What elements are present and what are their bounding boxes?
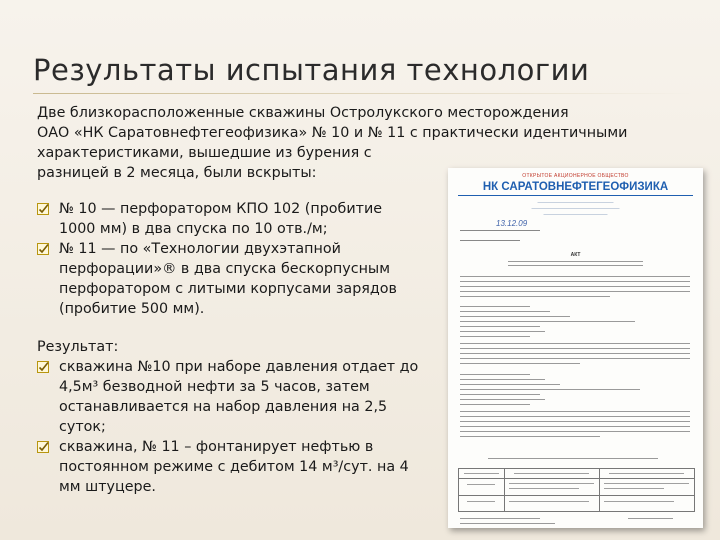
doc-signature-line	[628, 518, 673, 519]
bullet-line: 4,5м³ безводной нефти за 5 часов, затем	[59, 379, 370, 395]
doc-text-line	[460, 399, 545, 400]
doc-text-line	[460, 426, 690, 427]
bullet-result-well-10	[37, 357, 447, 437]
bullet-well-10	[37, 199, 447, 239]
doc-text-line	[460, 326, 540, 327]
doc-header-rule	[458, 195, 693, 196]
doc-text-line	[460, 348, 690, 349]
doc-text-line	[460, 374, 530, 375]
title-underline	[33, 93, 693, 94]
doc-text-line	[460, 311, 550, 312]
intro-line: разницей в 2 месяца, были вскрыты:	[37, 165, 317, 181]
doc-text-line	[460, 384, 560, 385]
doc-text-line	[460, 379, 545, 380]
doc-text-line	[460, 416, 690, 417]
intro-line: Две близкорасположенные скважины Остролукского месторождения	[37, 105, 569, 121]
checkbox-bullet-icon	[37, 243, 49, 255]
method-bullets	[37, 199, 447, 319]
doc-text-line	[460, 336, 530, 337]
doc-signature-line	[460, 518, 540, 519]
doc-text-line	[460, 291, 690, 292]
bullet-line: 1000 мм) в два спуска по 10 отв./м;	[59, 221, 328, 237]
doc-company-name: НК САРАТОВНЕФТЕГЕОФИЗИКА	[482, 181, 669, 193]
doc-text-line	[460, 316, 570, 317]
doc-text-line	[460, 286, 690, 287]
doc-org-line: ОТКРЫТОЕ АКЦИОНЕРНОЕ ОБЩЕСТВО	[522, 173, 629, 179]
doc-text-line	[508, 265, 643, 266]
doc-text-line	[460, 389, 640, 390]
doc-text-line	[460, 321, 635, 322]
bullet-line: постоянном режиме с дебитом 14 м³/сут. на 4	[59, 459, 409, 475]
doc-text-line	[460, 431, 690, 432]
slide-title: Результаты испытания технологии	[33, 53, 590, 87]
bullet-result-well-11	[37, 437, 447, 497]
doc-text-line	[460, 331, 545, 332]
doc-text-line	[460, 296, 610, 297]
bullet-line: перфорации»® в два спуска бескорпусным	[59, 261, 391, 277]
checkbox-bullet-icon	[37, 441, 49, 453]
intro-line: ОАО «НК Саратовнефтегеофизика» № 10 и № 11 с практически идентичными	[37, 125, 628, 141]
bullet-line: № 10 — перфоратором КПО 102 (пробитие	[59, 201, 383, 217]
doc-text-line	[460, 404, 530, 405]
doc-text-line	[508, 261, 643, 262]
checkbox-bullet-icon	[37, 203, 49, 215]
bullet-line: № 11 — по «Технологии двухэтапной	[59, 241, 341, 257]
doc-text-line	[460, 281, 690, 282]
doc-address-line: ————————————————	[543, 211, 608, 216]
doc-text-line	[460, 394, 540, 395]
doc-text-line	[460, 436, 600, 437]
doc-signature-line	[460, 523, 555, 524]
doc-address-line: ——————————————————————	[531, 205, 620, 210]
doc-text-line	[460, 343, 690, 344]
doc-text-line	[460, 276, 690, 277]
bullet-line: останавливается на набор давления на 2,5	[59, 399, 388, 415]
bullet-line: скважина, № 11 – фонтанирует нефтью в	[59, 439, 374, 455]
bullet-line: скважина №10 при наборе давления отдает до	[59, 359, 419, 375]
doc-text-line	[460, 411, 690, 412]
doc-ref-line	[460, 230, 540, 231]
bullet-line: мм штуцере.	[59, 479, 156, 495]
doc-text-line	[460, 363, 580, 364]
doc-act-heading: АКТ	[570, 252, 581, 258]
doc-text-line	[488, 458, 658, 459]
bullet-line: (пробитие 500 мм).	[59, 301, 205, 317]
checkbox-bullet-icon	[37, 361, 49, 373]
doc-ref-line	[460, 240, 520, 241]
doc-text-line	[460, 353, 690, 354]
doc-text-line	[460, 421, 690, 422]
doc-text-line	[460, 358, 690, 359]
doc-text-line	[460, 306, 530, 307]
doc-results-table	[458, 468, 695, 512]
doc-handwritten-date: 13.12.09	[496, 219, 528, 228]
bullet-line: суток;	[59, 419, 106, 435]
intro-line: характеристиками, вышедшие из бурения с	[37, 145, 372, 161]
bullet-line: перфоратором с литыми корпусами зарядов	[59, 281, 397, 297]
result-block	[37, 337, 447, 497]
scanned-act-document	[448, 168, 703, 528]
doc-address-line: ———————————————————	[537, 199, 614, 204]
result-label: Результат:	[37, 339, 119, 355]
bullet-well-11	[37, 239, 447, 319]
